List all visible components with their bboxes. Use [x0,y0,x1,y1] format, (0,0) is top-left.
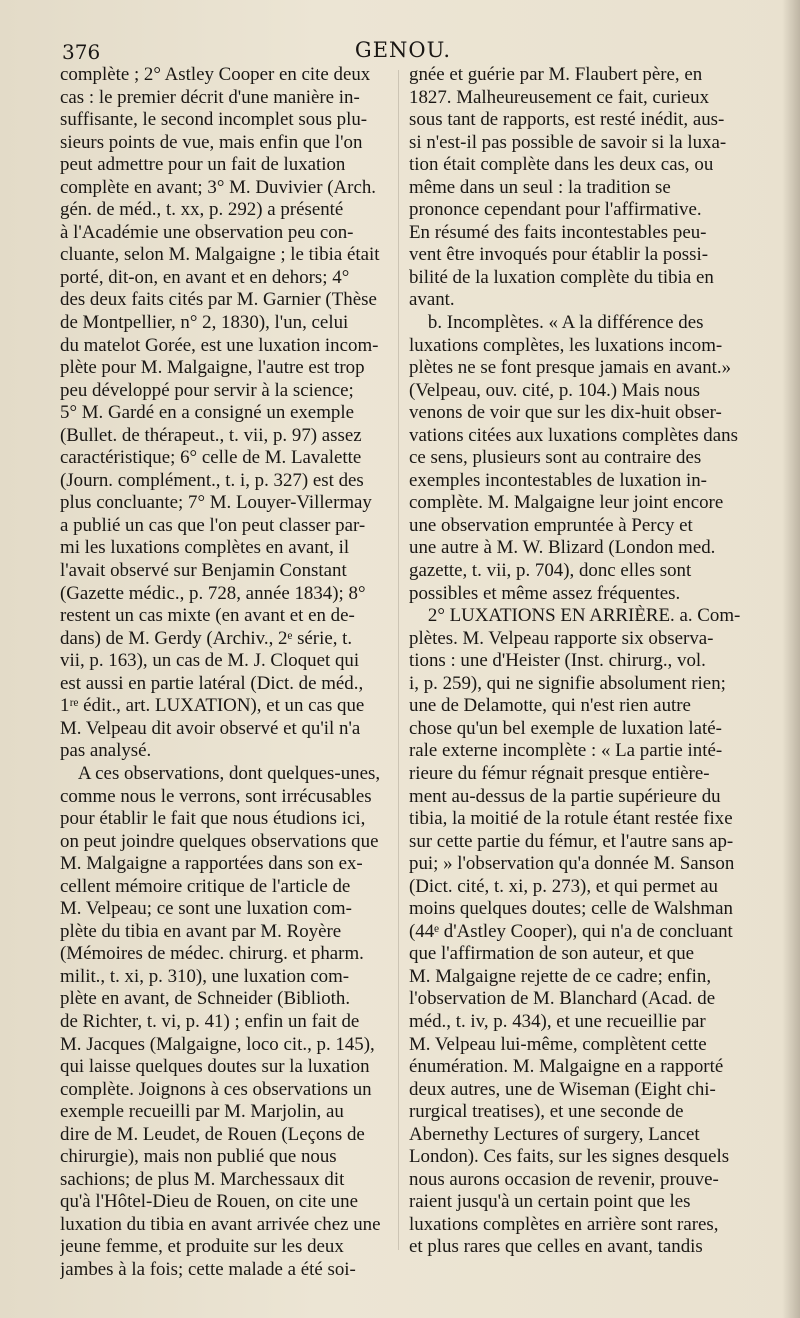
text-line: de Montpellier, n° 2, 1830), l'un, celui [60,312,349,334]
text-line: M. Malgaigne a rapportées dans son ex- [60,853,363,875]
text-line: complète ; 2° Astley Cooper en cite deux [60,64,371,85]
text-line: énumération. M. Malgaigne en a rapporté [409,1056,724,1078]
text-line: M. Jacques (Malgaigne, loco cit., p. 145), [60,1033,375,1055]
text-line: (Journ. complément., t. i, p. 327) est des [60,469,364,491]
text-line: exemple recueilli par M. Marjolin, au [60,1101,344,1123]
column-divider [398,70,399,1250]
text-line: cas : le premier décrit d'une manière in- [60,86,360,108]
text-line: chirurgie), mais non publié que nous [60,1146,337,1168]
text-line: sur cette partie du fémur, et l'autre sans ap- [409,830,734,852]
text-line: vations citées aux luxations complètes dans [409,424,738,446]
text-line: une autre à M. W. Blizard (London med. [409,537,716,559]
page-edge-shadow [782,0,800,1318]
text-line: jeune femme, et produite sur les deux [60,1236,344,1258]
text-line: i, p. 259), qui ne signifie absolument rien; [409,672,726,694]
text-line: possibles et même assez fréquentes. [409,582,681,604]
text-line: (Velpeau, ouv. cité, p. 104.) Mais nous [409,379,700,401]
text-line: tion était complète dans les deux cas, ou [409,154,714,176]
text-line: du matelot Gorée, est une luxation incom- [60,334,379,356]
text-line: luxation du tibia en avant arrivée chez une [60,1213,381,1235]
text-line: comme nous le verrons, sont irrécusables [60,785,372,807]
text-line: vii, p. 163), un cas de M. J. Cloquet qui [60,650,360,672]
text-line: tions : une d'Heister (Inst. chirurg., vol. [409,650,706,672]
text-line: des deux faits cités par M. Garnier (Thèse [60,289,377,311]
text-line: jambes à la fois; cette malade a été soi- [60,1258,356,1280]
text-line: London). Ces faits, sur les signes desquels [409,1146,730,1168]
text-line: de Richter, t. vi, p. 41) ; enfin un fait de [60,1010,360,1032]
text-line: sachions; de plus M. Marchessaux dit [60,1168,345,1190]
text-line: à l'Académie une observation peu con- [60,221,354,243]
text-line: chose qu'un bel exemple de luxation laté- [409,717,722,739]
text-line: a publié un cas que l'on peut classer par- [60,514,366,536]
text-line: ce sens, plusieurs sont au contraire des [409,447,702,469]
text-line: dans) de M. Gerdy (Archiv., 2ᵉ série, t. [60,627,353,649]
text-line: on peut joindre quelques observations que [60,830,379,852]
text-line: moins quelques doutes; celle de Walshman [409,898,733,920]
text-line: l'observation de M. Blanchard (Acad. de [409,988,716,1010]
text-line: peu développé pour servir à la science; [60,379,354,401]
text-line: A ces observations, dont quelques-unes, [60,762,381,784]
text-line: 5° M. Gardé en a consigné un exemple [60,402,354,424]
text-line: qu'à l'Hôtel-Dieu de Rouen, on cite une [60,1191,358,1213]
text-line: pas analysé. [60,740,152,762]
text-line: que l'affirmation de son auteur, et que [409,943,695,965]
text-line: (Mémoires de médec. chirurg. et pharm. [60,943,364,965]
text-line: En résumé des faits incontestables peu- [409,221,707,243]
text-line: sieurs points de vue, mais enfin que l'on [60,131,363,153]
text-line: 1ʳᵉ édit., art. LUXATION), et un cas que [60,695,365,717]
text-line: luxations complètes en arrière sont rares, [409,1213,719,1235]
text-line: tibia, la moitié de la rotule étant restée fixe [409,808,733,830]
text-line: mi les luxations complètes en avant, il [60,537,350,559]
text-line: plète pour M. Malgaigne, l'autre est trop [60,357,365,379]
text-line: M. Velpeau; ce sont une luxation com- [60,898,352,920]
text-line: peut admettre pour un fait de luxation [60,154,346,176]
text-line: M. Velpeau lui-même, complètent cette [409,1033,707,1055]
text-line: b. Incomplètes. « A la différence des [409,312,704,334]
text-line: vent être invoqués pour établir la possi- [409,244,709,266]
text-line: M. Velpeau dit avoir observé et qu'il n'a [60,717,361,739]
text-line: nous aurons occasion de revenir, prouve- [409,1168,719,1190]
text-line: l'avait observé sur Benjamin Constant [60,560,347,582]
text-line: rieure du fémur régnait presque entière- [409,762,710,784]
text-line: luxations complètes, les luxations incom- [409,334,723,356]
text-line: bilité de la luxation complète du tibia en [409,266,714,288]
text-line: pui; » l'observation qu'a donnée M. Sanson [409,853,735,875]
text-line: caractéristique; 6° celle de M. Lavalette [60,447,362,469]
page-number: 376 [62,40,101,64]
text-line: cluante, selon M. Malgaigne ; le tibia était [60,244,380,266]
text-line: sous tant de rapports, est resté inédit, aus- [409,109,725,131]
text-line: rale externe incomplète : « La partie inté- [409,740,723,762]
text-line: (Gazette médic., p. 728, année 1834); 8° [60,582,366,604]
text-line: une observation empruntée à Percy et [409,514,693,536]
text-line: complète. M. Malgaigne leur joint encore [409,492,724,514]
text-line: plète du tibia en avant par M. Royère [60,920,342,942]
text-line: (44ᵉ d'Astley Cooper), qui n'a de concluant [409,920,733,942]
text-line: raient jusqu'à un certain point que les [409,1191,691,1213]
text-line: 1827. Malheureusement ce fait, curieux [409,86,710,108]
text-line: même dans un seul : la tradition se [409,176,671,198]
text-line: plètes. M. Velpeau rapporte six observa- [409,627,714,649]
text-line: gazette, t. vii, p. 704), donc elles sont [409,560,692,582]
text-line: méd., t. iv, p. 434), et une recueillie par [409,1010,706,1032]
running-title: GENOU. [354,38,452,62]
text-line: gnée et guérie par M. Flaubert père, en [409,64,703,85]
text-line: (Dict. cité, t. xi, p. 273), et qui permet au [409,875,718,897]
left-column [60,64,390,1282]
text-line: deux autres, une de Wiseman (Eight chi- [409,1078,716,1100]
text-line: exemples incontestables de luxation in- [409,469,707,491]
text-line: Abernethy Lectures of surgery, Lancet [409,1123,700,1145]
text-line: gén. de méd., t. xx, p. 292) a présenté [60,199,344,221]
text-line: cellent mémoire critique de l'article de [60,875,351,897]
text-line: pour établir le fait que nous étudions ici, [60,808,366,830]
text-line: ment au-dessus de la partie supérieure du [409,785,721,807]
text-line: 2° LUXATIONS EN ARRIÈRE. a. Com- [409,605,740,627]
text-line: milit., t. xi, p. 310), une luxation com- [60,965,350,987]
text-line: porté, dit-on, en avant et en dehors; 4° [60,266,350,288]
text-line: dire de M. Leudet, de Rouen (Leçons de [60,1123,365,1145]
text-line: prononce cependant pour l'affirmative. [409,199,702,221]
text-line: si n'est-il pas possible de savoir si la luxa- [409,131,727,153]
text-line: complète. Joignons à ces observations un [60,1078,372,1100]
text-line: plète en avant, de Schneider (Biblioth. [60,988,351,1010]
text-line: (Bullet. de thérapeut., t. vii, p. 97) assez [60,424,362,446]
text-line: plus concluante; 7° M. Louyer-Villermay [60,492,372,514]
text-line: venons de voir que sur les dix-huit obser- [409,402,722,424]
text-line: est aussi en partie latéral (Dict. de méd., [60,672,364,694]
text-line: qui laisse quelques doutes sur la luxation [60,1056,370,1078]
right-column [409,64,740,1259]
text-line: une de Delamotte, qui n'est rien autre [409,695,691,717]
text-line: restent un cas mixte (en avant et en de- [60,605,355,627]
text-line: rurgical treatises), et une seconde de [409,1101,684,1123]
text-line: M. Malgaigne rejette de ce cadre; enfin, [409,965,712,987]
text-line: avant. [409,289,455,311]
text-line: plètes ne se font presque jamais en avant.» [409,357,732,379]
text-line: et plus rares que celles en avant, tandis [409,1236,703,1258]
text-line: complète en avant; 3° M. Duvivier (Arch. [60,176,377,198]
text-line: suffisante, le second incomplet sous plu- [60,109,368,131]
